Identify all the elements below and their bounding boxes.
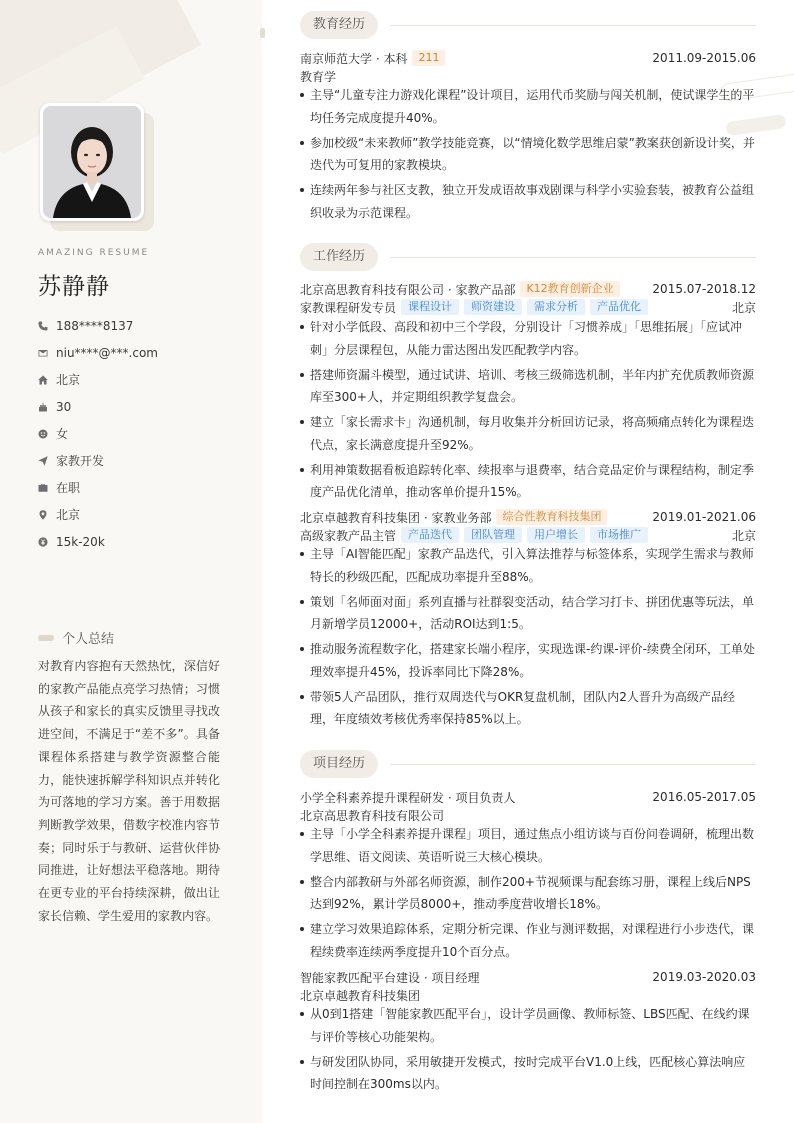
summary-heading (38, 628, 114, 647)
job-1-bullets (300, 316, 756, 506)
list-item: 主导「AI智能匹配」家教产品迭代，引入算法推荐与标签体系，实现学生需求与教师特长的秒级匹配，匹配成功率提升至88%。 (300, 543, 756, 588)
list-item: 推动服务流程数字化，搭建家长端小程序，实现选课-约课-评价-续费全闭环，工单处理效率提升45%，投诉率同比下降28%。 (300, 638, 756, 683)
mail-icon (38, 348, 56, 358)
list-item: 参加校级“未来教师”教学技能竞赛，以“情境化数学思维启蒙”教案获创新设计奖，并迭代为可复用的家教模块。 (300, 132, 756, 177)
job-1-role: 家教课程研发专员 (300, 300, 397, 315)
job-2-company: 北京卓越教育科技集团 · 家教业务部 (300, 510, 492, 525)
info-salary (38, 528, 248, 555)
summary-heading-text: 个人总结 (62, 632, 115, 647)
list-item: 与研发团队协同，采用敏捷开发模式，按时完成平台V1.0上线，匹配核心算法响应时间控制在300ms以内。 (300, 1051, 756, 1096)
job-1-role-row (300, 298, 756, 316)
list-item: 从0到1搭建「智能家教匹配平台」，设计学员画像、教师标签、LBS匹配、在线约课与评价等核心功能架构。 (300, 1003, 756, 1048)
info-salary-text: 15k-20k (56, 534, 105, 549)
list-item: 建立学习效果追踪体系，定期分析完课、作业与测评数据，对课程进行小步迭代，课程续费率连续两季度提升10个百分点。 (300, 918, 756, 963)
info-home-text: 北京 (56, 373, 81, 387)
education-major-row (300, 67, 756, 85)
education-section-title: 教育经历 (300, 11, 378, 39)
info-gender-text: 女 (56, 427, 69, 441)
contact-info-list (38, 312, 248, 555)
project-1-org: 北京高思教育科技有限公司 (300, 808, 445, 823)
heading-bar-decoration (38, 635, 54, 641)
project-1-date: 2016.05-2017.05 (652, 790, 756, 804)
cake-icon (38, 402, 56, 412)
skill-tag: 课程设计 (401, 299, 459, 315)
job-2-role: 高级家教产品主管 (300, 528, 397, 543)
gender-icon (38, 429, 56, 439)
info-gender (38, 420, 248, 447)
decorative-shape (260, 28, 265, 38)
job-1-company: 北京高思教育科技有限公司 · 家教产品部 (300, 282, 516, 297)
profile-photo (40, 103, 144, 221)
school-tag: 211 (412, 50, 445, 66)
home-icon (38, 375, 56, 385)
list-item: 利用神策数据看板追踪转化率、续报率与退费率，结合竞品定价与课程结构，制定季度产品优化清单，推动客单价提升15%。 (300, 459, 756, 504)
candidate-name: 苏静静 (38, 274, 110, 300)
list-item: 针对小学低段、高段和初中三个学段，分别设计「习惯养成」「思维拓展」「应试冲刺」分层课程包，从能力雷达图出发匹配教学内容。 (300, 316, 756, 361)
info-status-text: 在职 (56, 481, 81, 495)
briefcase-icon (38, 483, 56, 493)
project-1-header (300, 788, 756, 806)
education-major: 教育学 (300, 69, 337, 84)
info-target-job (38, 447, 248, 474)
project-1-org-row (300, 806, 756, 824)
job-2-header (300, 508, 756, 526)
job-1-date: 2015.07-2018.12 (652, 282, 756, 296)
job-2-city: 北京 (731, 528, 756, 543)
send-icon (38, 456, 56, 466)
job-2-date: 2019.01-2021.06 (652, 510, 756, 524)
section-divider (390, 257, 756, 258)
job-2-bullets (300, 543, 756, 733)
info-email (38, 339, 248, 366)
job-2-company-tag: 综合性教育科技集团 (496, 509, 607, 525)
skill-tag: 产品优化 (590, 299, 648, 315)
list-item: 主导“儿童专注力游戏化课程”设计项目，运用代币奖励与闯关机制，使试课学生的平均任务完成度提升40%。 (300, 84, 756, 129)
sidebar (0, 0, 262, 1123)
skill-tag: 用户增长 (527, 527, 585, 543)
list-item: 策划「名师面对面」系列直播与社群裂变活动，结合学习打卡、拼团优惠等玩法，单月新增学员12000+，活动ROI达到1:5。 (300, 591, 756, 636)
project-2-header (300, 968, 756, 986)
info-phone (38, 312, 248, 339)
education-section-header (300, 11, 756, 39)
education-entry-header (300, 49, 756, 67)
location-icon (38, 510, 56, 520)
info-email-text: niu****@***.com (56, 345, 158, 360)
project-section-title: 项目经历 (300, 750, 378, 778)
education-bullets (300, 84, 756, 227)
portrait-image (43, 106, 141, 218)
job-1-company-tag: K12教育创新企业 (520, 281, 619, 297)
info-phone-text: 188****8137 (56, 318, 134, 333)
info-home (38, 366, 248, 393)
section-divider (390, 25, 756, 26)
info-target-job-text: 家教开发 (56, 454, 105, 468)
info-age (38, 393, 248, 420)
list-item: 主导「小学全科素养提升课程」项目，通过焦点小组访谈与百份问卷调研，梳理出数学思维、语文阅读、英语听说三大核心模块。 (300, 823, 756, 868)
job-1-header (300, 280, 756, 298)
skill-tag: 产品迭代 (401, 527, 459, 543)
work-section-header (300, 243, 756, 271)
list-item: 带领5人产品团队，推行双周迭代与OKR复盘机制，团队内2人晋升为高级产品经理，年度绩效考核优秀率保持85%以上。 (300, 686, 756, 731)
project-2-bullets (300, 1003, 756, 1098)
skill-tag: 师资建设 (464, 299, 522, 315)
phone-icon (38, 321, 56, 331)
info-location-text: 北京 (56, 508, 81, 522)
avatar (40, 103, 144, 221)
list-item: 连续两年参与社区支教，独立开发成语故事戏剧课与科学小实验套装，被教育公益组织收录为示范课程。 (300, 179, 756, 224)
salary-icon (38, 537, 56, 547)
project-1-bullets (300, 823, 756, 966)
skill-tag: 需求分析 (527, 299, 585, 315)
resume-tagline: AMAZING RESUME (38, 248, 150, 258)
project-2-org: 北京卓越教育科技集团 (300, 988, 421, 1003)
skill-tag: 市场推广 (590, 527, 648, 543)
job-1-city: 北京 (731, 300, 756, 315)
project-2-org-row (300, 986, 756, 1004)
project-section-header (300, 750, 756, 778)
list-item: 整合内部教研与外部名师资源，制作200+节视频课与配套练习册，课程上线后NPS达到92%，累计学员8000+，推动季度营收增长18%。 (300, 871, 756, 916)
info-location (38, 501, 248, 528)
school-name: 南京师范大学 · 本科 (300, 51, 408, 66)
project-1-name: 小学全科素养提升课程研发 · 项目负责人 (300, 790, 516, 805)
job-2-role-row (300, 526, 756, 544)
list-item: 建立「家长需求卡」沟通机制，每月收集并分析回访记录，将高频痛点转化为课程迭代点，家长满意度提升至92%。 (300, 411, 756, 456)
project-2-name: 智能家教匹配平台建设 · 项目经理 (300, 970, 480, 985)
info-age-text: 30 (56, 399, 72, 414)
skill-tag: 团队管理 (464, 527, 522, 543)
education-date: 2011.09-2015.06 (652, 51, 756, 65)
info-status (38, 474, 248, 501)
summary-text: 对教育内容抱有天然热忱，深信好的家教产品能点亮学习热情；习惯从孩子和家长的真实反馈里寻找改进空间，不满足于“差不多”。具备课程体系搭建与教学资源整合能力，能快速拆解学科知识点并转化为可落地的学习方案。善于用数据判断教学效果，借数字校准内容节奏；同时乐于与教研、运营伙伴协同推进，让好想法平稳落地。期待在更专业的平台持续深耕，做出让家长信赖、学生爱用的家教内容。 (38, 659, 220, 923)
list-item: 搭建师资漏斗模型，通过试讲、培训、考核三级筛选机制，半年内扩充优质教师资源库至300+人，并定期组织教学复盘会。 (300, 364, 756, 409)
project-2-date: 2019.03-2020.03 (652, 970, 756, 984)
work-section-title: 工作经历 (300, 243, 378, 271)
section-divider (390, 764, 756, 765)
